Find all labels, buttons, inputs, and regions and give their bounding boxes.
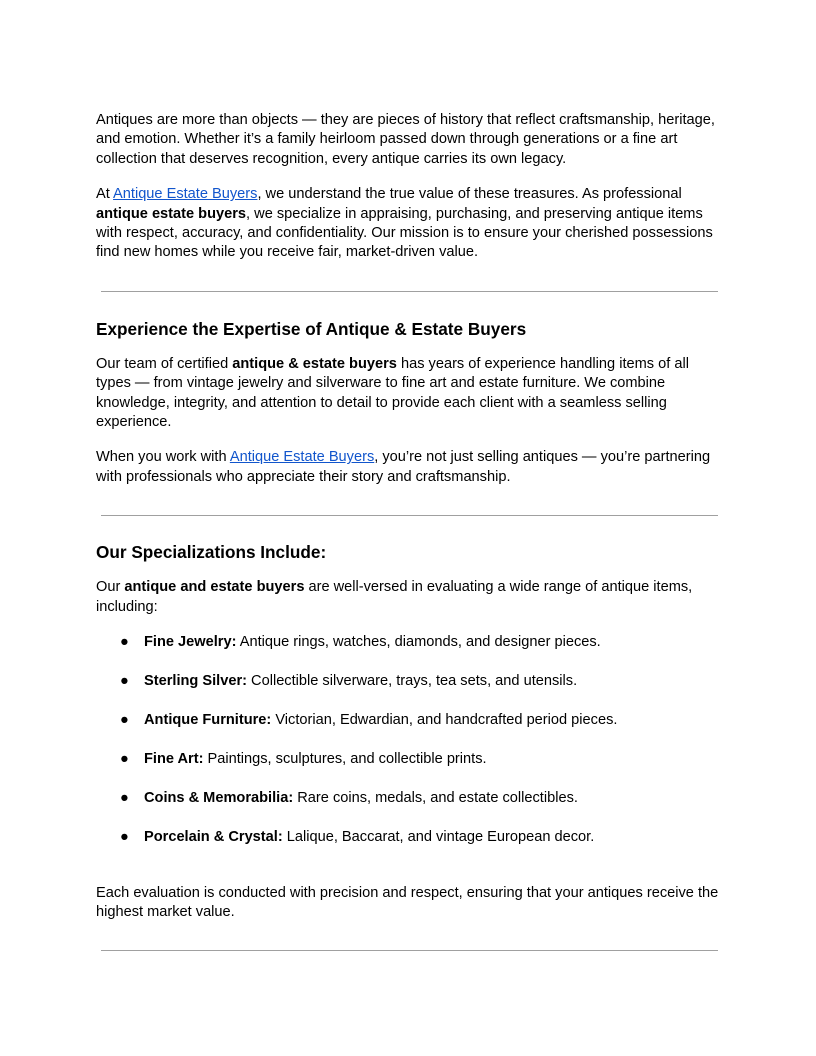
item-label: Porcelain & Crystal: bbox=[144, 829, 283, 846]
intro-paragraph-2 bbox=[96, 185, 720, 263]
intro-p2-end: , we specialize in appraising, purchasing, and preserving antique items with respect, accuracy, and confidentiality. Our mission is to ensure your cherished possessions find new homes while you receive fair, market-driven value. bbox=[96, 205, 713, 261]
item-text: Victorian, Edwardian, and handcrafted period pieces. bbox=[271, 712, 618, 729]
item-text: Rare coins, medals, and estate collectibles. bbox=[293, 790, 578, 807]
expertise-p2-start: When you work with bbox=[96, 449, 230, 466]
section-divider bbox=[101, 291, 718, 292]
list-item bbox=[96, 828, 720, 847]
expertise-paragraph-2 bbox=[96, 448, 720, 487]
section-divider bbox=[101, 515, 718, 516]
list-item bbox=[96, 750, 720, 769]
list-item bbox=[96, 789, 720, 808]
spec-intro-start: Our bbox=[96, 579, 125, 596]
bullet-icon: ● bbox=[120, 751, 129, 768]
expertise-p2-end: , you’re not just selling antiques — you’re partnering with professionals who appreciate their story and craftsmanship. bbox=[96, 449, 711, 485]
section-divider bbox=[101, 950, 718, 951]
expertise-p1-end: has years of experience handling items of all types — from vintage jewelry and silverware to fine art and estate furniture. We combine knowledge, integrity, and attention to detail to provide each client with a seamless selling experience. bbox=[96, 355, 689, 431]
intro-p2-bold: antique estate buyers bbox=[96, 205, 247, 222]
bullet-icon: ● bbox=[120, 790, 129, 807]
bullet-icon: ● bbox=[120, 712, 129, 729]
intro-p2-start: At bbox=[96, 186, 114, 203]
bullet-icon: ● bbox=[120, 673, 129, 690]
bullet-icon: ● bbox=[120, 829, 129, 846]
item-text: Lalique, Baccarat, and vintage European decor. bbox=[282, 829, 595, 846]
item-label: Antique Furniture: bbox=[144, 712, 272, 729]
item-label: Coins & Memorabilia: bbox=[144, 790, 294, 807]
intro-paragraph-1: Antiques are more than objects — they are pieces of history that reflect craftsmanship, heritage, and emotion. Whether it’s a family heirloom passed down through generations or a fine art collection that deserves recognition, every antique carries its own legacy. bbox=[96, 112, 715, 167]
specializations-intro bbox=[96, 578, 720, 617]
item-text: Collectible silverware, trays, tea sets, and utensils. bbox=[247, 673, 578, 690]
item-text: Antique rings, watches, diamonds, and designer pieces. bbox=[236, 634, 601, 651]
specializations-list bbox=[96, 633, 720, 847]
list-item bbox=[96, 672, 720, 691]
item-label: Fine Jewelry: bbox=[144, 634, 237, 651]
item-label: Fine Art: bbox=[144, 751, 204, 768]
expertise-p1-bold: antique & estate buyers bbox=[232, 355, 397, 372]
document-page bbox=[96, 111, 720, 951]
spec-intro-end: are well-versed in evaluating a wide range of antique items, including: bbox=[96, 579, 693, 615]
item-text: Paintings, sculptures, and collectible prints. bbox=[203, 751, 487, 768]
bullet-icon: ● bbox=[120, 634, 129, 651]
expertise-p1-start: Our team of certified bbox=[96, 355, 233, 372]
antique-estate-buyers-link[interactable]: Antique Estate Buyers bbox=[113, 186, 258, 203]
closing-paragraph: Each evaluation is conducted with precision and respect, ensuring that your antiques receive the highest market value. bbox=[96, 884, 719, 920]
intro-p2-mid: , we understand the true value of these treasures. As professional bbox=[257, 186, 682, 203]
specializations-heading: Our Specializations Include: bbox=[96, 542, 327, 563]
antique-estate-buyers-link[interactable]: Antique Estate Buyers bbox=[229, 449, 375, 466]
list-item bbox=[96, 633, 720, 652]
expertise-heading: Experience the Expertise of Antique & Estate Buyers bbox=[96, 318, 527, 339]
spec-intro-bold: antique and estate buyers bbox=[124, 579, 305, 596]
list-item bbox=[96, 711, 720, 730]
expertise-paragraph-1 bbox=[96, 355, 720, 433]
item-label: Sterling Silver: bbox=[144, 673, 247, 690]
